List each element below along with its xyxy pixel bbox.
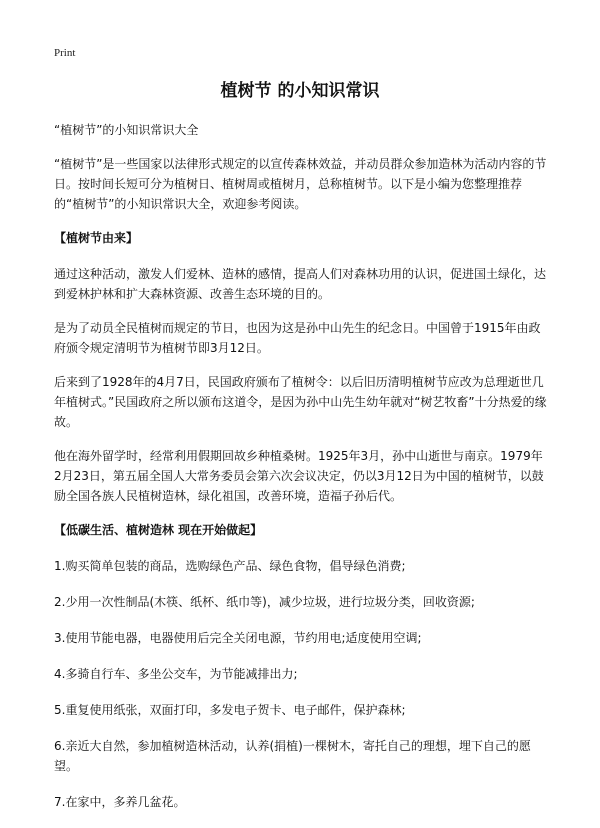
origin-paragraph: 通过这种活动，激发人们爱林、造林的感情，提高人们对森林功用的认识，促进国土绿化，达到爱林护林和扩大森林资源、改善生态环境的目的。	[54, 267, 547, 301]
article-subtitle: “植树节”的小知识常识大全	[54, 123, 199, 137]
page-title: 植树节 的小知识常识	[220, 81, 380, 101]
list-item: 4.多骑自行车、多坐公交车，为节能减排出力;	[54, 667, 298, 681]
origin-paragraph: 他在海外留学时，经常利用假期回故乡种植桑树。1925年3月，孙中山逝世与南京。1979年2月23日，第五届全国人大常务委员会第六次会议决定，仍以3月12日为中国的植树节，以鼓励全国各族人民植树造林，绿化祖国，改善环境，造福子孙后代。	[54, 449, 544, 503]
origin-paragraph: 后来到了1928年的4月7日，民国政府颁布了植树令：以后旧历清明植树节应改为总理逝世几年植树式。”民国政府之所以颁布这道令，是因为孙中山先生幼年就对“树艺牧畜”十分热爱的缘故。	[54, 375, 547, 429]
print-link[interactable]: Print	[54, 47, 76, 59]
origin-paragraph: 是为了动员全民植树而规定的节日，也因为这是孙中山先生的纪念日。中国曾于1915年由政府颁令规定清明节为植树节即3月12日。	[54, 321, 541, 355]
list-item: 3.使用节能电器，电器使用后完全关闭电源，节约用电;适度使用空调;	[54, 631, 422, 645]
section-heading-origin: 【植树节由来】	[54, 231, 139, 245]
list-item: 2.少用一次性制品(木筷、纸杯、纸巾等)，减少垃圾，进行垃圾分类，回收资源;	[54, 595, 475, 609]
list-item: 1.购买简单包装的商品，选购绿色产品、绿色食物，倡导绿色消费;	[54, 559, 406, 573]
list-item: 5.重复使用纸张，双面打印，多发电子贺卡、电子邮件，保护森林;	[54, 703, 406, 717]
section-heading-low-carbon: 【低碳生活、植树造林 现在开始做起】	[54, 523, 263, 537]
intro-paragraph: “植树节”是一些国家以法律形式规定的以宣传森林效益，并动员群众参加造林为活动内容的节日。按时间长短可分为植树日、植树周或植树月，总称植树节。以下是小编为您整理推荐的“植树节”的小知识常识大全，欢迎参考阅读。	[54, 157, 547, 211]
list-item: 7.在家中，多养几盆花。	[54, 795, 186, 809]
list-item: 6.亲近大自然，参加植树造林活动，认养(捐植)一棵树木，寄托自己的理想，埋下自己的愿望。	[54, 739, 531, 773]
article-body	[54, 120, 550, 828]
